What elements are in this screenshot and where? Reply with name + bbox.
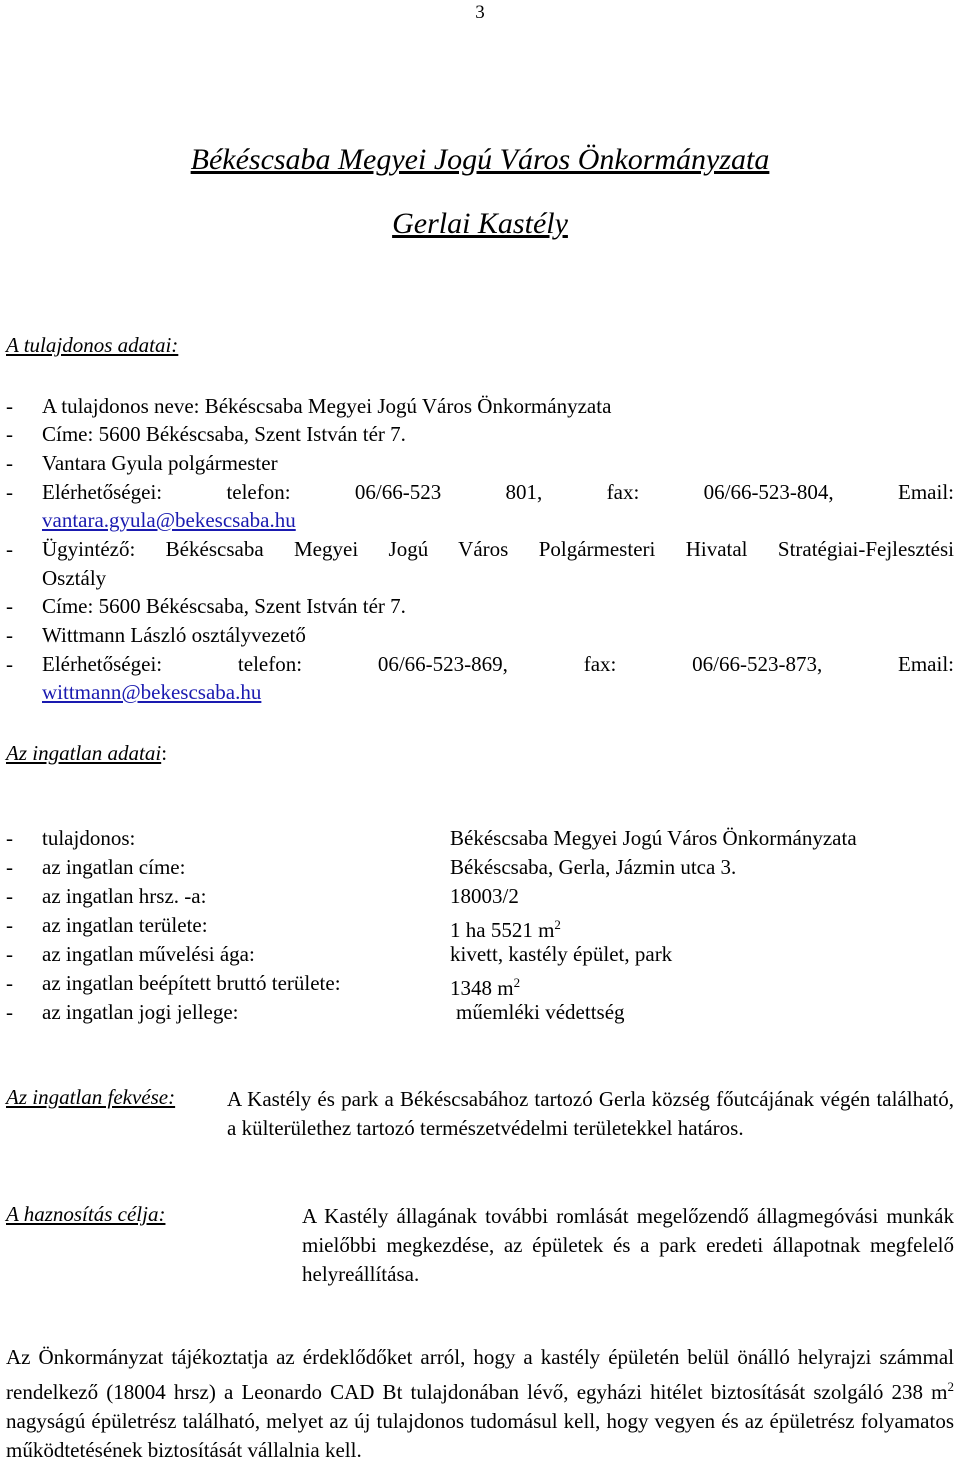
head-email-link[interactable]: wittmann@bekescsaba.hu [42,680,262,704]
purpose-heading: A haznosítás célja: [6,1202,166,1226]
location-heading: Az ingatlan fekvése: [6,1085,176,1109]
purpose-text: A Kastély állagának további romlását megelőzendő állagmegóvási munkák mielőbbi megkezdése, az épületek és a park eredeti állapotnak megfelelő helyreállítása. [302,1204,954,1286]
owner-heading: A tulajdonos adatai: [6,333,179,357]
page-number: 3 [475,2,485,23]
document-title: Békéscsaba Megyei Jogú Város Önkormányzata [190,143,770,176]
owner-email-link[interactable]: vantara.gyula@bekescsaba.hu [42,508,296,532]
document-subtitle: Gerlai Kastély [392,207,568,240]
property-heading: Az ingatlan adatai: [6,741,168,765]
location-text: A Kastély és park a Békéscsabához tartozó Gerla község főutcájának végén található, a külterülethez tartozó természetvédelmi területekkel határos. [227,1087,954,1140]
notice-paragraph: Az Önkormányzat tájékoztatja az érdeklődőket arról, hogy a kastély épületén belül önálló helyrajzi számmal rendelkező (18004 hrsz) a Leonardo CAD Bt tulajdonában lévő, egyházi hitélet biztosítását szolgáló 238 $m^2$ nagyságú épületrész található, melyet az új tulajdonos tudomásul kell, hogy vegyen és az épületrész folyamatos működtetésének biztosítását vállalnia kell. [6,1345,954,1462]
